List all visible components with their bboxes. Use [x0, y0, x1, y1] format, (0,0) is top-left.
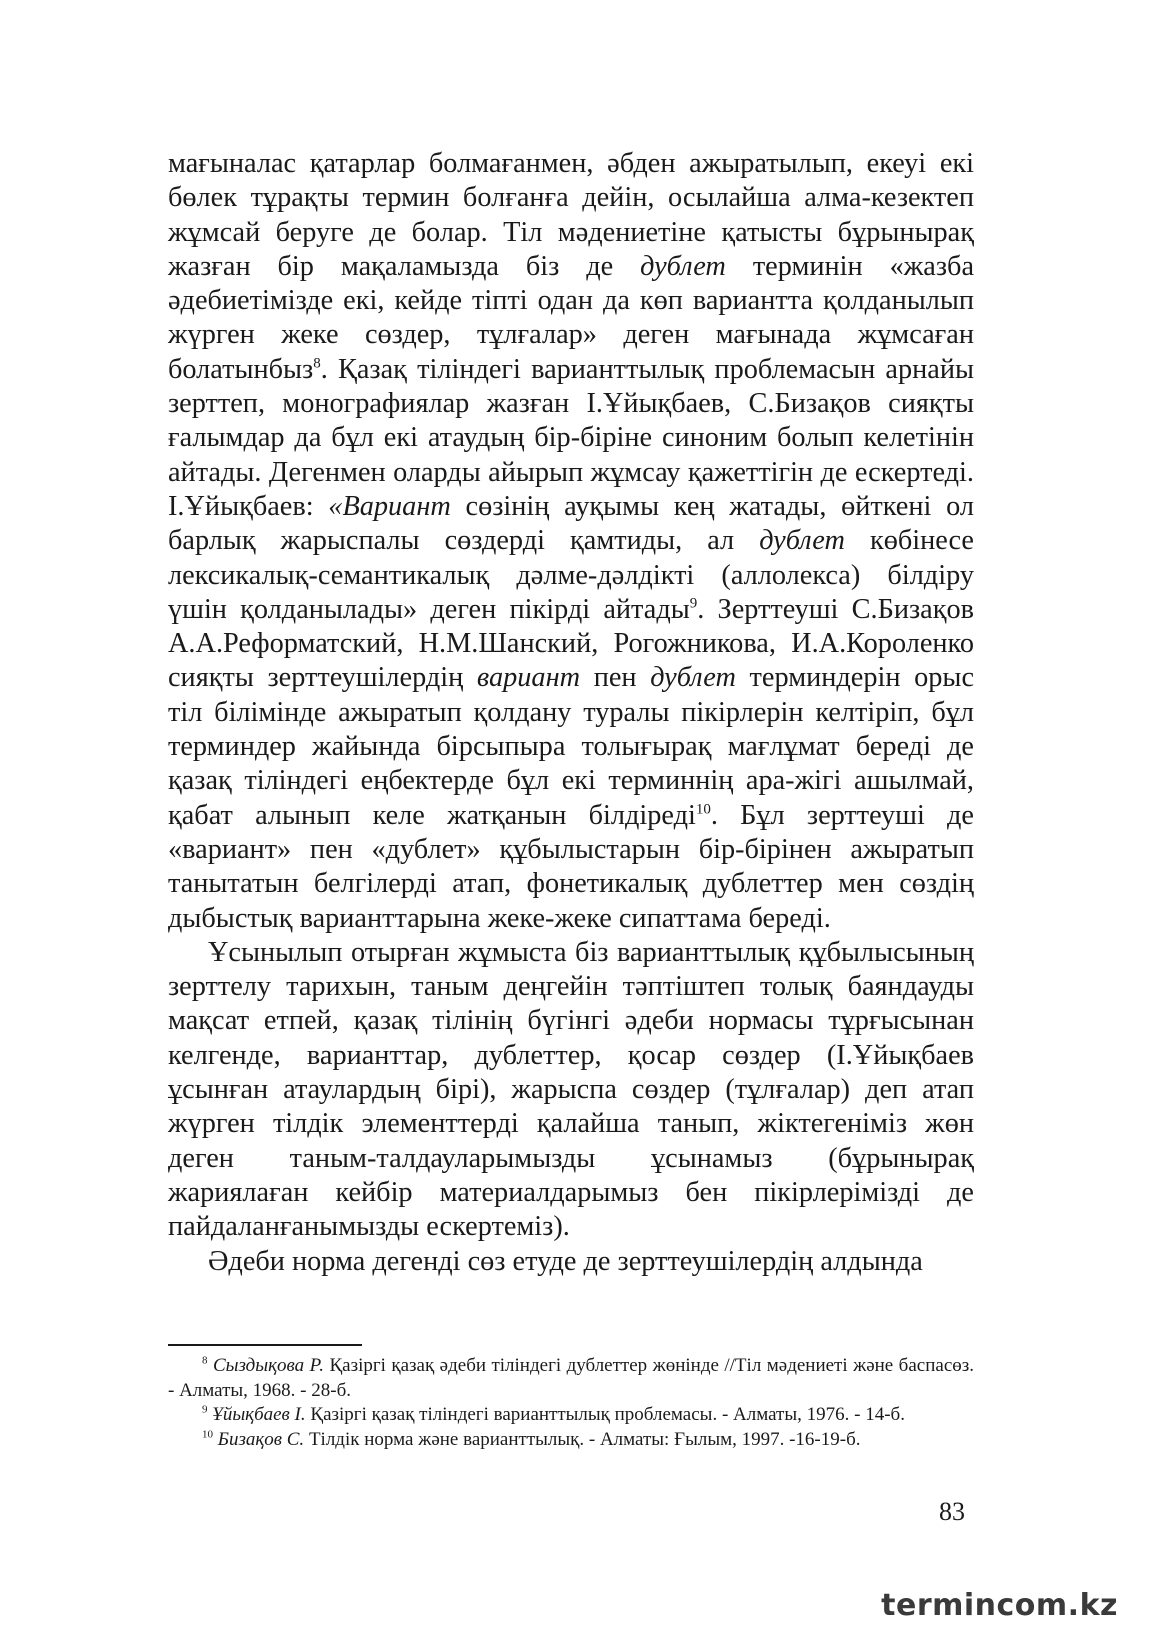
- paragraph-2: Ұсынылып отырған жұмыста біз варианттылық құбылысының зерттелу тарихын, таным деңгейін тәптіштеп толық баяндауды мақсат етпей, қазақ тілінің бүгінгі әдеби нормасы тұрғысынан келгенде, варианттар, дублеттер, қосар сөздер (І.Ұйықбаев ұсынған атаулардың бірі), жарыспа сөздер (тұлғалар) деп атап жүрген тілдік элементтерді қалайша танып, жіктегеніміз жөн деген таным-талдауларымызды ұсынамыз (бұрынырақ жариялаған кейбір материалдарымыз бен пікірлерімізді де пайдаланғанымызды ескертеміз).: [168, 936, 974, 1243]
- site-watermark: termincom.kz: [881, 1588, 1118, 1623]
- text-run: . Қазақ тіліндегі варианттылық проблемасын арнайы зерттеп, монографиялар жазған І.Ұйықбаев, С.Бизақов сияқты ғалымдар да бұл екі атаудың бір-біріне синоним болып келетінін айтады. Дегенмен оларды айырып жұмсау қажеттігін де ескертеді. І.Ұйықбаев:: [168, 353, 974, 522]
- footnote-text: Қазіргі қазақ әдеби тіліндегі дублеттер жөнінде //Тіл мәдениеті және баспасөз. - Алматы, 1968. - 28-б.: [168, 1355, 975, 1401]
- footnote-8: [168, 1354, 974, 1403]
- text-run: сөзінің ауқымы кең жатады, өйткені ол барлық жарыспалы сөздерді қамтиды, ал: [168, 490, 974, 557]
- italic-term: дублет: [759, 525, 845, 557]
- footnote-ref-9[interactable]: 9: [689, 595, 698, 612]
- footnote-ref-8[interactable]: 8: [313, 355, 321, 372]
- footnote-author: Бизақов С.: [217, 1428, 305, 1450]
- footnote-divider: [168, 1344, 362, 1346]
- footnote-number: 10: [202, 1428, 213, 1441]
- italic-term: «Вариант: [328, 490, 451, 522]
- paragraph-3: Әдеби норма дегенді сөз етуде де зерттеушілердің алдында: [208, 1245, 923, 1277]
- footnote-9: [168, 1403, 974, 1428]
- text-run: . Бұл зерттеуші де «вариант» пен «дублет» құбылыстарын бір-бірінен ажыратып танытатын белгілерді атап, фонетикалық дублеттер мен сөздің дыбыстық варианттарына жеке-жеке сипаттама береді.: [168, 799, 974, 934]
- page-number: 83: [939, 1497, 965, 1526]
- text-run: . Зерттеуші С.Бизақов А.А.Реформатский, Н.М.Шанский, Рогожникова, И.А.Короленко сияқты зерттеушілердің: [168, 593, 974, 694]
- italic-term: дублет: [650, 662, 736, 694]
- paragraph-1: [168, 147, 974, 936]
- text-run: пен: [580, 662, 651, 694]
- text-run: терминін «жазба әдебиетімізде екі, кейде тіпті одан да көп вариантта қолданылып жүрген жеке сөздер, тұлғалар» деген мағынада жұмсаған болатынбыз: [168, 250, 974, 385]
- footnote-10: [168, 1428, 974, 1453]
- italic-term: дублет: [640, 250, 726, 282]
- footnote-ref-10[interactable]: 10: [695, 801, 711, 818]
- main-text: [168, 147, 974, 1279]
- italic-term: вариант: [476, 662, 581, 694]
- text-run: мағыналас қатарлар болмағанмен, әбден ажыратылып, екеуі екі бөлек тұрақты термин болғанға дейін, осылайша алма-кезектеп жұмсай беруге де болар. Тіл мәдениетіне қатысты бұрынырақ жазған бір мақаламызда біз де: [168, 148, 974, 282]
- text-run: терминдерін орыс тіл білімінде ажыратып қолдану туралы пікірлерін келтіріп, бұл терминдер жайында бірсыпыра толығырақ мағлұмат береді де қазақ тіліндегі еңбектерде бұл екі терминнің ара-жігі ашылмай, қабат алынып келе жатқанын білдіреді: [168, 662, 975, 831]
- footnote-text: Тілдік норма және варианттылық. - Алматы: Ғылым, 1997. -16-19-б.: [304, 1428, 861, 1450]
- footnotes: [168, 1354, 974, 1452]
- text-run: көбінесе лексикалық-семантикалық дәлме-дәлдікті (аллолекса) білдіру үшін қолданылады» деген пікірді айтады: [168, 525, 974, 625]
- footnote-text: Қазіргі қазақ тіліндегі варианттылық проблемасы. - Алматы, 1976. - 14-б.: [305, 1404, 905, 1425]
- footnote-number: 9: [202, 1403, 208, 1416]
- footnote-author: Ұйықбаев І.: [212, 1404, 306, 1425]
- footnote-number: 8: [202, 1354, 208, 1367]
- footnote-author: Сыздықова Р.: [212, 1355, 325, 1376]
